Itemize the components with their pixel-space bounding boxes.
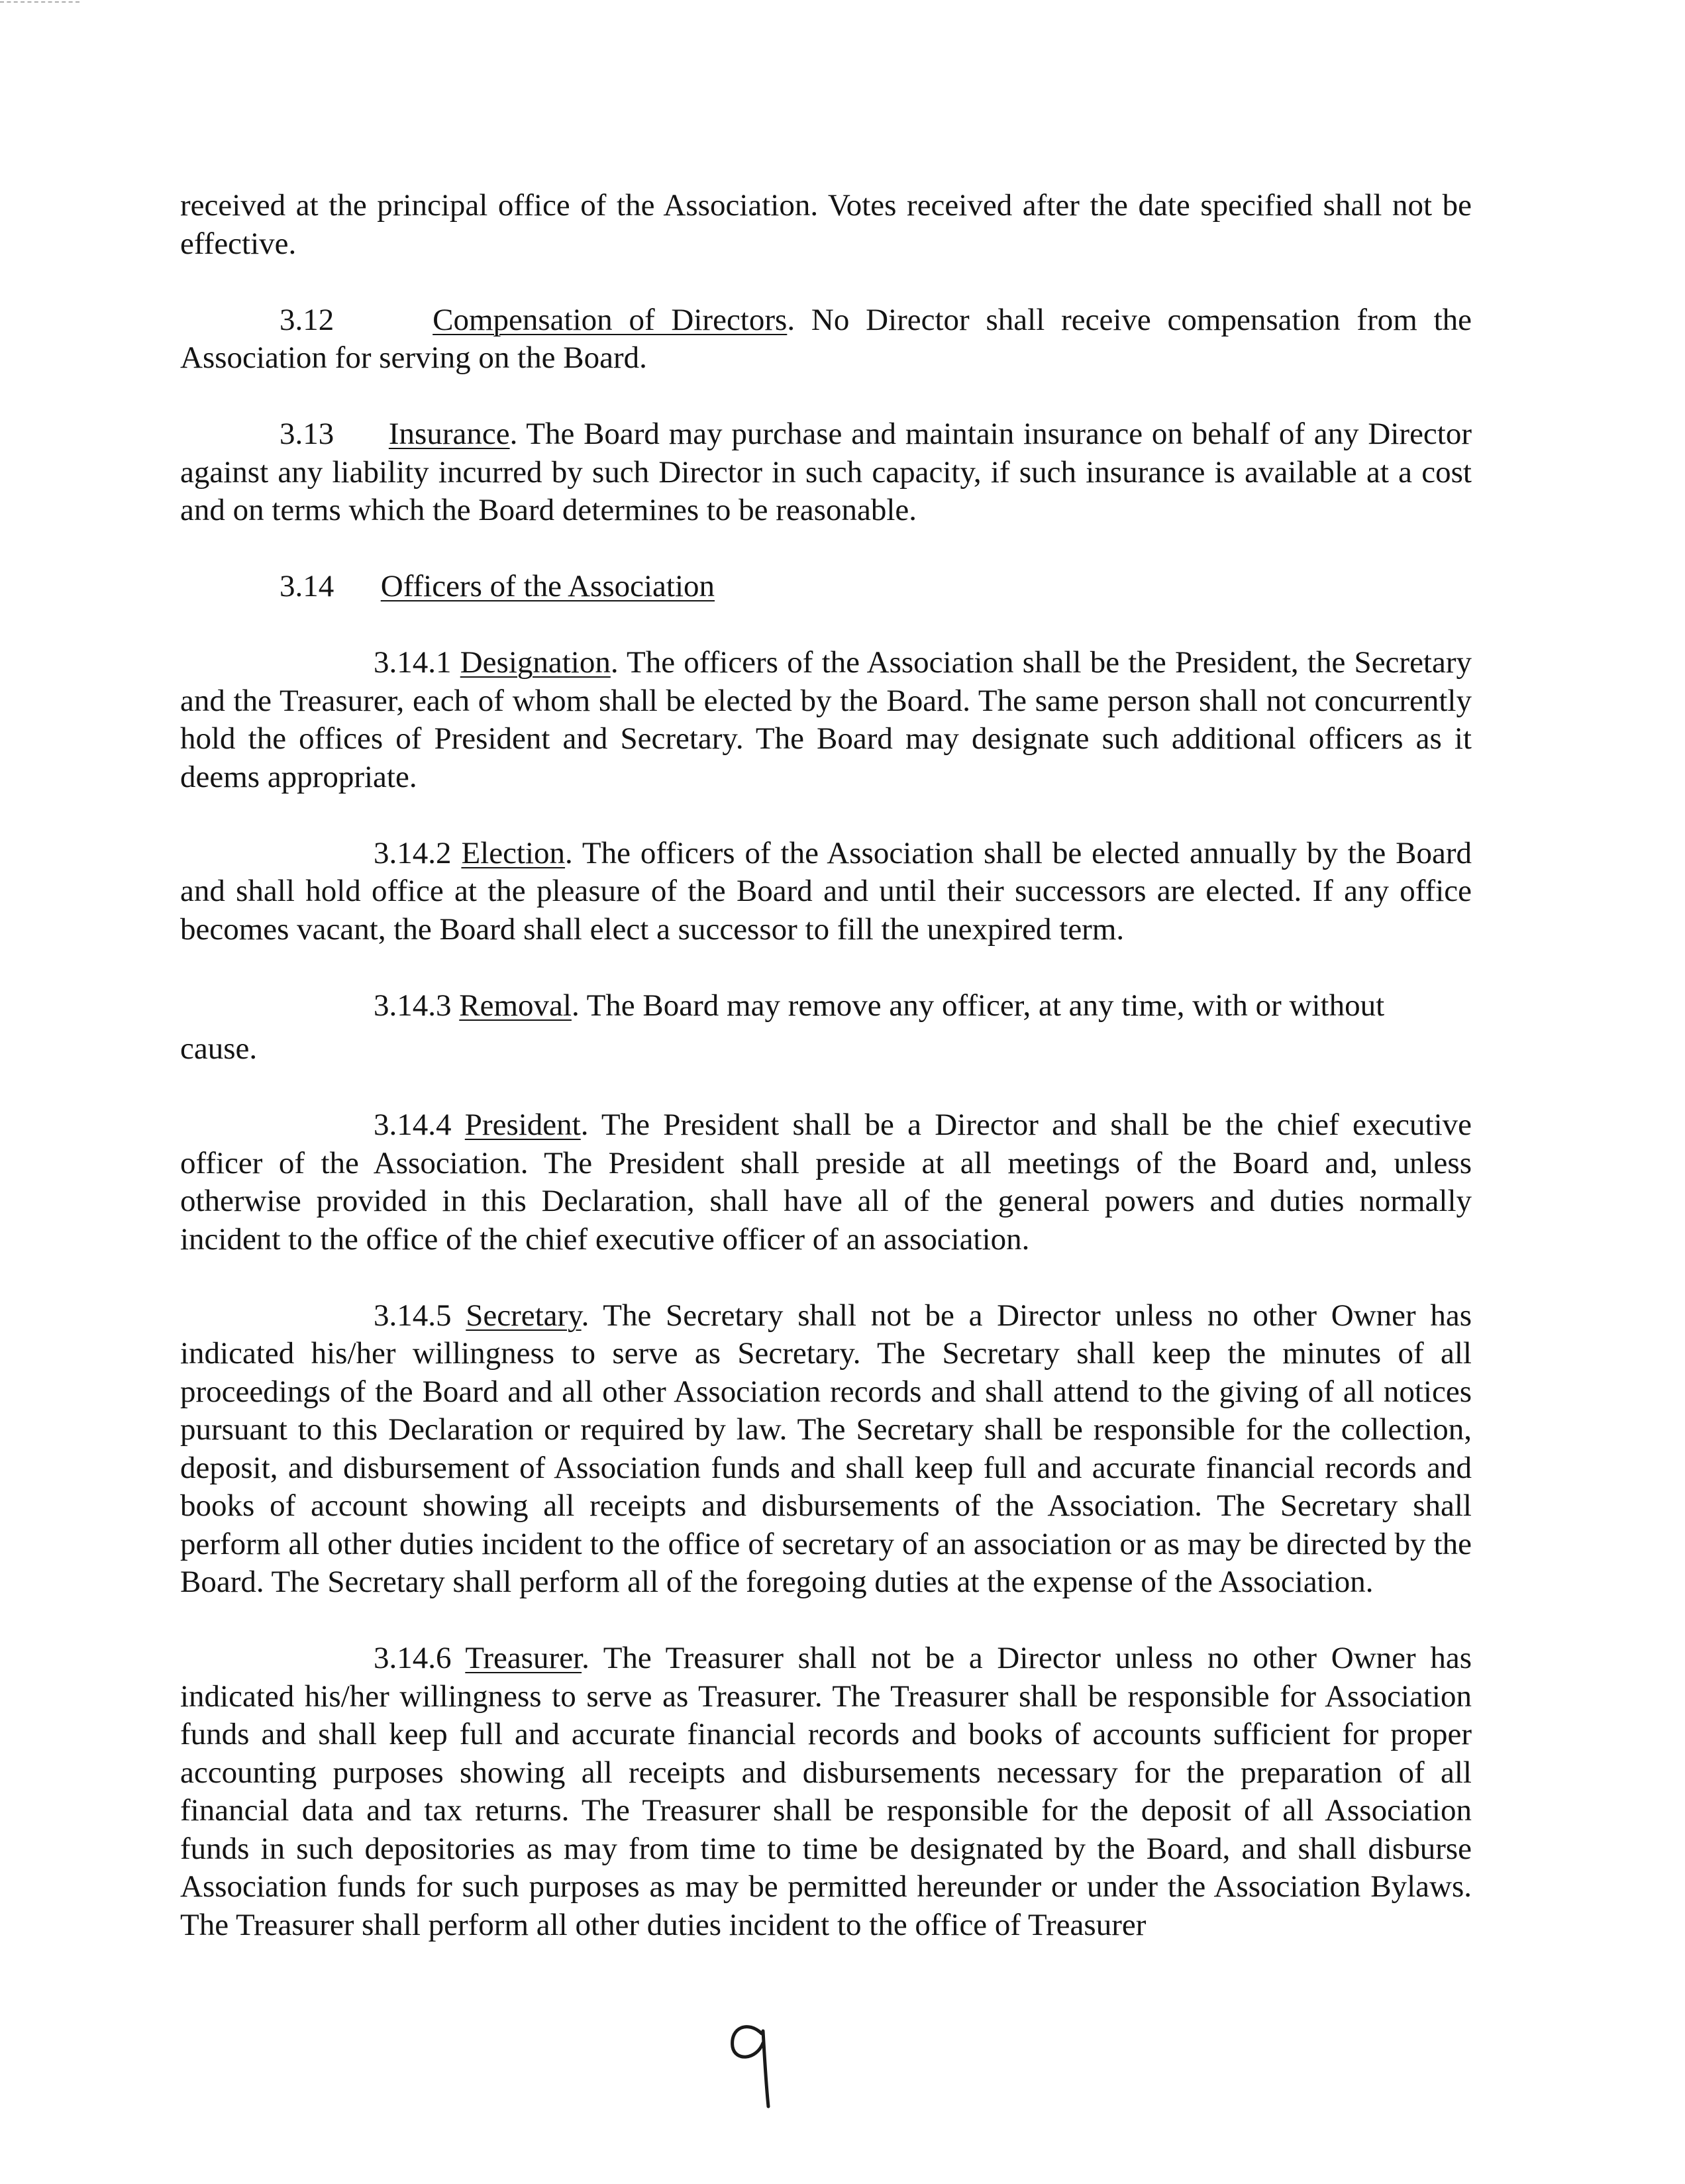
section-number: 3.14.1 — [374, 645, 452, 680]
section-3-14-heading — [180, 568, 1472, 606]
section-3-14-4 — [180, 1106, 1472, 1259]
section-title: Compensation of Directors — [433, 302, 788, 337]
page-number-stroke — [733, 2027, 768, 2106]
section-title: Secretary — [466, 1298, 582, 1333]
section-text: . The Treasurer shall not be a Director unless no other Owner has indicated his/her willingness to serve as Treasurer. The Treasurer shall be responsible for Association funds and shall keep full and accurate financial records and books of accounts sufficient for proper accounting purposes showing all receipts and disbursements necessary for the preparation of all financial data and tax returns. The Treasurer shall be responsible for the deposit of all Association funds in such depositories as may from time to time be designated by the Board, and shall disburse Association funds for such purposes as may be permitted hereunder or under the Association Bylaws. The Treasurer shall perform all other duties incident to the office of Treasurer — [180, 1641, 1472, 1942]
section-title: Treasurer — [465, 1641, 582, 1675]
section-text: . The Secretary shall not be a Director unless no other Owner has indicated his/her willingness to serve as Secretary. The Secretary shall keep the minutes of all proceedings of the Board and all other Association records and shall attend to the giving of all notices pursuant to this Declaration or required by law. The Secretary shall be responsible for the collection, deposit, and disbursement of Association funds and shall keep full and accurate financial records and books of account showing all receipts and disbursements of the Association. The Secretary shall perform all other duties incident to the office of secretary of an association or as may be directed by the Board. The Secretary shall perform all of the foregoing duties at the expense of the Association. — [180, 1298, 1472, 1599]
section-number: 3.14.3 — [374, 988, 452, 1023]
scan-artifact-mark — [0, 1, 79, 7]
section-text: . The Board may purchase and maintain insurance on behalf of any Director against any liability incurred by such Director in such capacity, if such insurance is available at a cost and on terms which the Board determines to be reasonable. — [180, 417, 1472, 527]
document-page — [180, 187, 1472, 1944]
section-number: 3.13 — [280, 417, 334, 451]
section-title: Officers of the Association — [380, 569, 715, 603]
section-number: 3.14.2 — [374, 835, 452, 870]
section-number: 3.14 — [280, 569, 334, 603]
section-text: . The officers of the Association shall be the President, the Secretary and the Treasurer, each of whom shall be elected by the Board. The same person shall not concurrently hold the offices of President and Secretary. The Board may designate such additional officers as it deems appropriate. — [180, 645, 1472, 794]
section-number: 3.14.5 — [374, 1298, 452, 1333]
section-text: . The officers of the Association shall be elected annually by the Board and shall hold office at the pleasure of the Board and until their successors are elected. If any office becomes vacant, the Board shall elect a successor to fill the unexpired term. — [180, 835, 1472, 947]
section-title: Designation — [460, 645, 611, 680]
section-number: 3.12 — [280, 302, 334, 337]
handwritten-page-number — [715, 2014, 795, 2113]
section-title: Removal — [459, 988, 572, 1023]
section-number: 3.14.4 — [374, 1108, 452, 1142]
section-title: Election — [461, 835, 566, 870]
section-3-14-2 — [180, 835, 1472, 949]
section-3-14-5 — [180, 1297, 1472, 1602]
section-3-14-3-continuation: cause. — [180, 1031, 258, 1066]
paragraph-continuation: received at the principal office of the Association. Votes received after the date specified shall not be effective. — [180, 188, 1472, 261]
section-3-14-6 — [180, 1639, 1472, 1944]
section-3-14-3 — [180, 987, 1472, 1025]
section-number: 3.14.6 — [374, 1641, 452, 1675]
section-title: Insurance — [388, 417, 510, 451]
section-text: . The President shall be a Director and shall be the chief executive officer of the Association. The President shall preside at all meetings of the Board and, unless otherwise provided in this Declaration, shall have all of the general powers and duties normally incident to the office of the chief executive officer of an association. — [180, 1108, 1472, 1257]
section-text: . The Board may remove any officer, at any time, with or without — [571, 988, 1385, 1023]
section-title: President — [464, 1108, 581, 1142]
section-3-13 — [180, 415, 1472, 530]
section-3-12 — [180, 301, 1472, 378]
section-text: . No Director shall receive compensation from the Association for serving on the Board. — [180, 302, 1472, 375]
section-3-14-1 — [180, 644, 1472, 796]
